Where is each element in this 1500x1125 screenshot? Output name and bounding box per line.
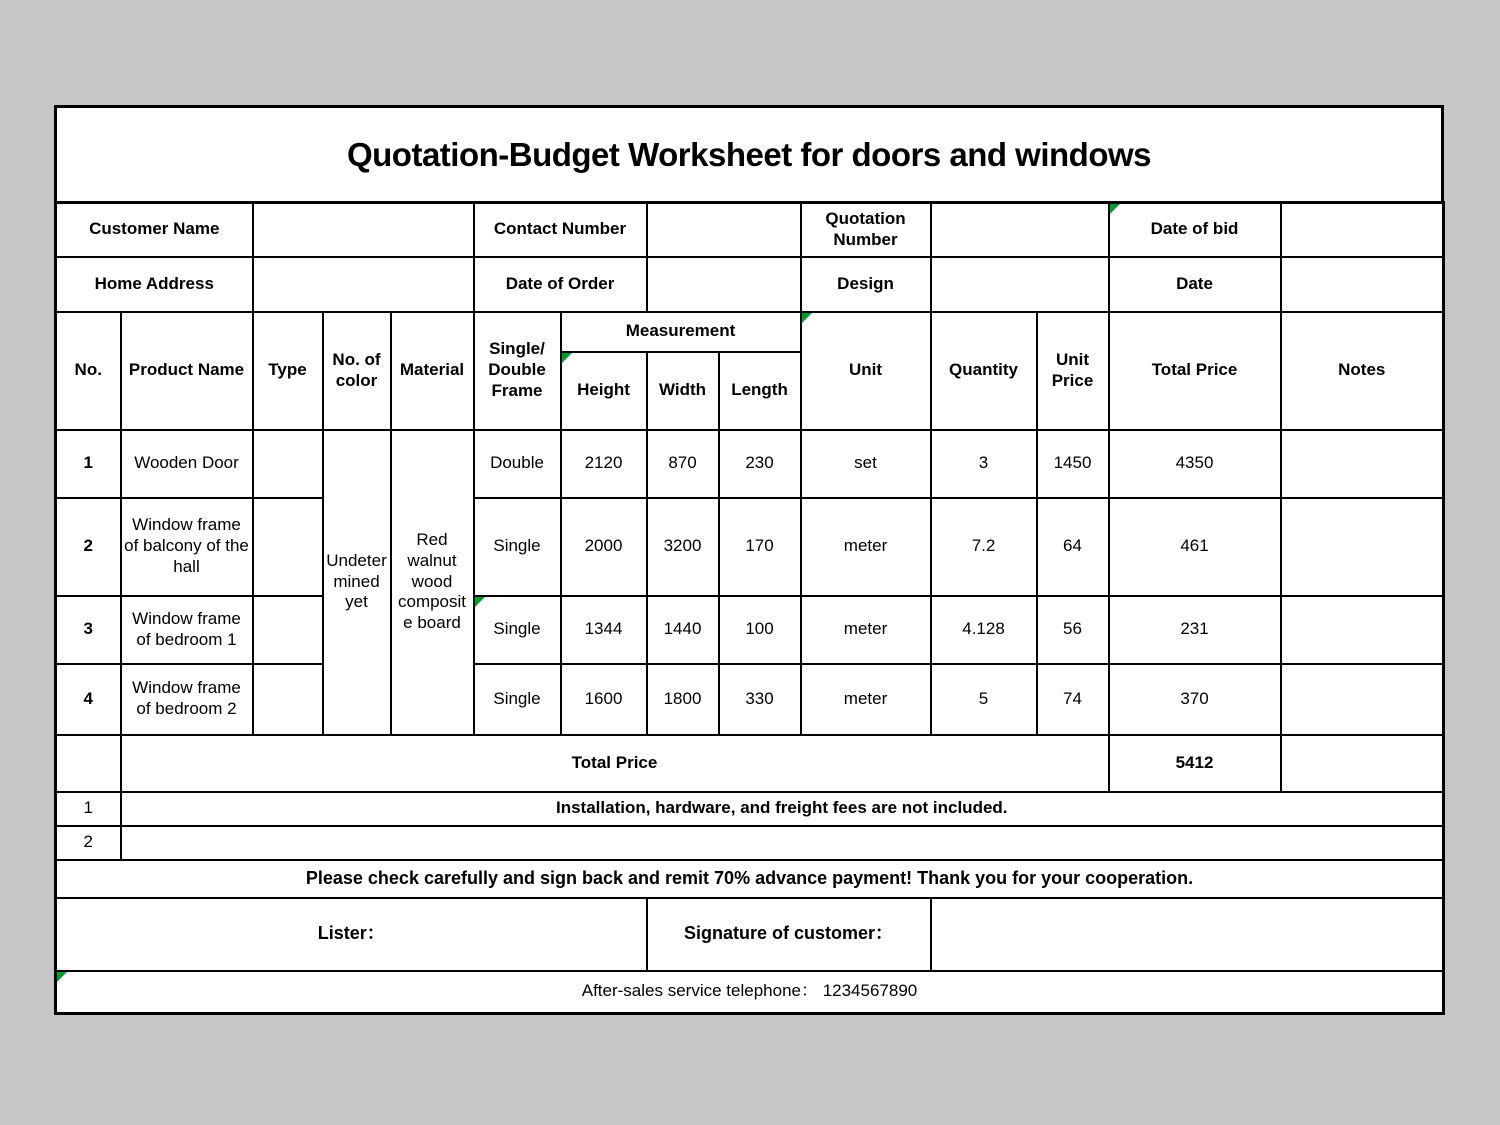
row-notes[interactable] [1281, 596, 1444, 664]
row-frame: Single [474, 498, 561, 596]
date-value[interactable] [1281, 257, 1444, 312]
total-price-value: 5412 [1109, 735, 1281, 792]
row-notes[interactable] [1281, 664, 1444, 735]
header-quantity: Quantity [931, 312, 1037, 430]
cell-flag-icon [57, 972, 67, 982]
header-total-price: Total Price [1109, 312, 1281, 430]
header-no: No. [56, 312, 121, 430]
row-type[interactable] [253, 596, 323, 664]
row-no: 4 [56, 664, 121, 735]
row-quantity: 3 [931, 430, 1037, 498]
after-sales-cell [56, 971, 1444, 1014]
home-address-label: Home Address [56, 257, 253, 312]
date-of-bid-label [1109, 203, 1281, 257]
row-width: 1440 [647, 596, 719, 664]
header-height [561, 352, 647, 430]
customer-name-value[interactable] [253, 203, 474, 257]
row-height: 2000 [561, 498, 647, 596]
signature-value[interactable] [931, 898, 1444, 971]
header-product-name: Product Name [121, 312, 253, 430]
total-row-notes [1281, 735, 1444, 792]
row-notes[interactable] [1281, 498, 1444, 596]
row-product-name: Window frame of bedroom 1 [121, 596, 253, 664]
quotation-number-label: Quotation Number [801, 203, 931, 257]
title-bar [54, 105, 1444, 201]
row-unit: meter [801, 596, 931, 664]
date-of-bid-value[interactable] [1281, 203, 1444, 257]
header-width: Width [647, 352, 719, 430]
quotation-table [54, 201, 1445, 1015]
row-frame: Single [474, 664, 561, 735]
lister-label[interactable]: Lister： [56, 898, 647, 971]
footnote-no: 1 [56, 792, 121, 826]
contact-number-label: Contact Number [474, 203, 647, 257]
row-length: 230 [719, 430, 801, 498]
page-title: Quotation-Budget Worksheet for doors and windows [346, 135, 1152, 173]
row-height: 1600 [561, 664, 647, 735]
cell-flag-icon [475, 597, 485, 607]
row-frame-text: Single [493, 619, 541, 639]
merged-no-of-color: Undetermined yet [323, 430, 391, 735]
footnote-no: 2 [56, 826, 121, 860]
row-type[interactable] [253, 498, 323, 596]
row-unit-price: 56 [1037, 596, 1109, 664]
row-product-name: Window frame of bedroom 2 [121, 664, 253, 735]
date-of-bid-text: Date of bid [1150, 219, 1239, 239]
home-address-value[interactable] [253, 257, 474, 312]
row-total-price: 4350 [1109, 430, 1281, 498]
total-row-empty [56, 735, 121, 792]
notice-text: Please check carefully and sign back and remit 70% advance payment! Thank you for your cooperation. [56, 860, 1444, 898]
row-unit-price: 64 [1037, 498, 1109, 596]
row-unit: meter [801, 498, 931, 596]
header-unit-price: Unit Price [1037, 312, 1109, 430]
row-unit-price: 1450 [1037, 430, 1109, 498]
header-notes: Notes [1281, 312, 1444, 430]
header-unit [801, 312, 931, 430]
after-sales-text: After-sales service telephone： 1234567890 [581, 981, 918, 1001]
row-width: 1800 [647, 664, 719, 735]
row-frame [474, 596, 561, 664]
row-no: 3 [56, 596, 121, 664]
row-unit: meter [801, 664, 931, 735]
contact-number-value[interactable] [647, 203, 801, 257]
customer-name-label: Customer Name [56, 203, 253, 257]
row-product-name: Window frame of balcony of the hall [121, 498, 253, 596]
design-value[interactable] [931, 257, 1109, 312]
header-no-of-color: No. of color [323, 312, 391, 430]
date-of-order-label: Date of Order [474, 257, 647, 312]
row-product-name: Wooden Door [121, 430, 253, 498]
header-length: Length [719, 352, 801, 430]
cell-flag-icon [1110, 204, 1120, 214]
row-length: 330 [719, 664, 801, 735]
header-type: Type [253, 312, 323, 430]
row-unit: set [801, 430, 931, 498]
footnote-text [121, 826, 1444, 860]
row-total-price: 461 [1109, 498, 1281, 596]
merged-material: Red walnut wood composite board [391, 430, 474, 735]
worksheet [54, 105, 1444, 1015]
date-label: Date [1109, 257, 1281, 312]
quotation-number-value[interactable] [931, 203, 1109, 257]
row-length: 100 [719, 596, 801, 664]
row-no: 1 [56, 430, 121, 498]
row-total-price: 231 [1109, 596, 1281, 664]
row-frame: Double [474, 430, 561, 498]
cell-flag-icon [802, 313, 812, 323]
row-length: 170 [719, 498, 801, 596]
row-width: 3200 [647, 498, 719, 596]
row-no: 2 [56, 498, 121, 596]
header-frame: Single/ Double Frame [474, 312, 561, 430]
row-quantity: 7.2 [931, 498, 1037, 596]
header-unit-text: Unit [848, 360, 883, 380]
date-of-order-value[interactable] [647, 257, 801, 312]
row-type[interactable] [253, 430, 323, 498]
row-quantity: 5 [931, 664, 1037, 735]
header-measurement: Measurement [561, 312, 801, 352]
header-material: Material [391, 312, 474, 430]
row-height: 2120 [561, 430, 647, 498]
row-unit-price: 74 [1037, 664, 1109, 735]
header-height-text: Height [577, 380, 630, 400]
row-notes[interactable] [1281, 430, 1444, 498]
row-width: 870 [647, 430, 719, 498]
total-price-label: Total Price [121, 735, 1109, 792]
row-type[interactable] [253, 664, 323, 735]
row-quantity: 4.128 [931, 596, 1037, 664]
customer-signature-label[interactable]: Signature of customer： [647, 898, 931, 971]
design-label: Design [801, 257, 931, 312]
cell-flag-icon [562, 353, 572, 363]
row-height: 1344 [561, 596, 647, 664]
footnote-text: Installation, hardware, and freight fees are not included. [121, 792, 1444, 826]
row-total-price: 370 [1109, 664, 1281, 735]
